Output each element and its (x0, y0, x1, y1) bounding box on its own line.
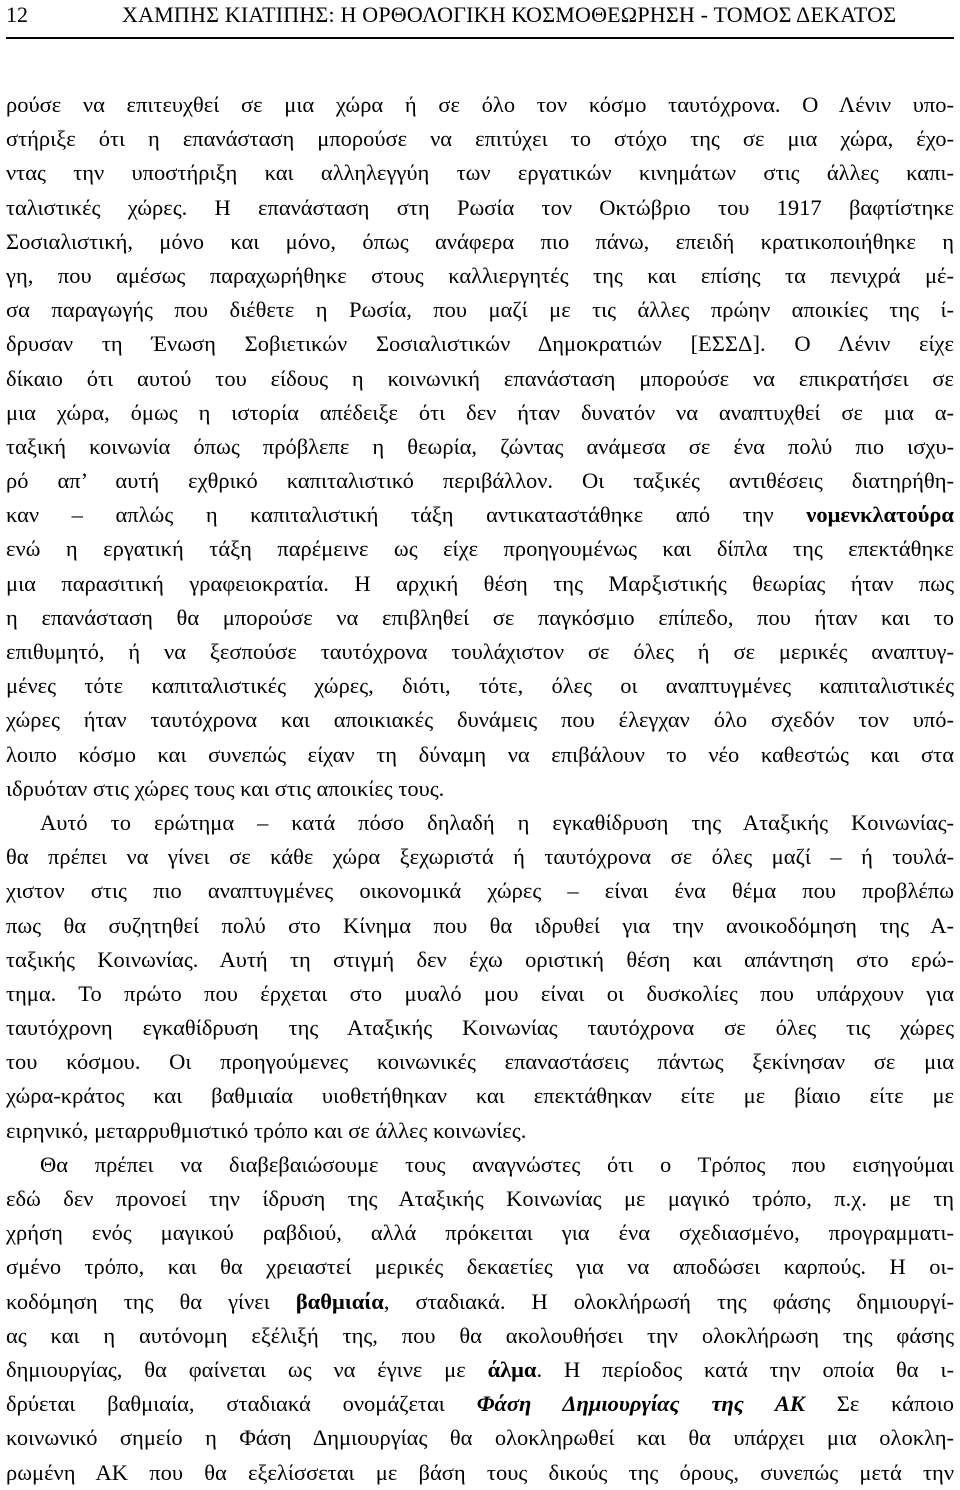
text-run: κοδόμηση της θα γίνει (6, 1288, 296, 1314)
text-run: μια παρασιτική γραφειοκρατία. Η αρχική θέση της Μαρξιστικής θεωρίας ήταν πως (6, 570, 954, 596)
text-line (6, 1285, 954, 1319)
text-run: τημα. Το πρώτο που έρχεται στο μυαλό μου είναι οι δυσκολίες που υπάρχουν για (6, 980, 954, 1006)
text-line (6, 977, 954, 1011)
text-run: χώρες ήταν ταυτόχρονα και αποικιακές δυνάμεις που έλεγχαν όλο σχεδόν τον υπό- (6, 707, 954, 733)
text-run: ρούσε να επιτευχθεί σε μια χώρα ή σε όλο τον κόσμο ταυτόχρονα. Ο Λένιν υπο- (6, 92, 954, 117)
text-line (6, 225, 954, 259)
text-line (6, 1011, 954, 1045)
bold-term: βαθμιαία (295, 1288, 384, 1314)
text-run: καν – απλώς η καπιταλιστική τάξη αντικαταστάθηκε από την (6, 502, 807, 528)
text-line (6, 1045, 954, 1079)
text-run: δρύεται βαθμιαία, σταδιακά ονομάζεται (6, 1391, 477, 1417)
body-text (6, 88, 954, 1490)
text-run: ταξική κοινωνία όπως πρόβλεπε η θεωρία, ζώντας ανάμεσα σε ένα πολύ πιο ισχυ- (6, 433, 954, 459)
text-run: λοιπο κόσμο και συνεπώς είχαν τη δύναμη να επιβάλουν το νέο καθεστώς και στα (6, 741, 954, 767)
text-run: δίκαιο ότι αυτού του είδους η κοινωνική επανάσταση μπορούσε να επικρατήσει σε (6, 365, 954, 391)
text-line (6, 909, 954, 943)
text-line (6, 1216, 954, 1250)
text-line (6, 806, 954, 840)
text-line (6, 191, 954, 225)
text-run: πως θα συζητηθεί πολύ στο Κίνημα που θα ιδρυθεί για την ανοικοδόμηση της Α- (6, 912, 954, 938)
text-run: κοινωνικό σημείο η Φάση Δημιουργίας θα ολοκληρωθεί και θα υπάρχει μια ολοκλη- (6, 1425, 954, 1451)
running-header (6, 0, 954, 30)
text-line (6, 567, 954, 601)
text-line (6, 772, 954, 806)
text-run: μια χώρα, όμως η ιστορία απέδειξε ότι δεν ήταν δυνατόν να αναπτυχθεί σε μια α- (6, 399, 954, 425)
text-run: ταλιστικές χώρες. Η επανάσταση στη Ρωσία τον Οκτώβριο του 1917 βαφτίστηκε (6, 194, 954, 220)
text-line (6, 601, 954, 635)
text-run: ταξικής Κοινωνίας. Αυτή τη στιγμή δεν έχω οριστική θέση και απάντηση στο ερώ- (6, 946, 954, 972)
text-line (6, 1182, 954, 1216)
text-line (6, 293, 954, 327)
running-header-title: ΧΑΜΠΗΣ ΚΙΑΤΙΠΗΣ: Η ΟΡΘΟΛΟΓΙΚΗ ΚΟΣΜΟΘΕΩΡΗΣΗ - ΤΟΜΟΣ ΔΕΚΑΤΟΣ (122, 2, 897, 27)
text-run: εδώ δεν προνοεί την ίδρυση της Αταξικής Κοινωνίας με μαγικό τρόπο, π.χ. με τη (6, 1186, 954, 1211)
text-line (6, 1319, 954, 1353)
text-run: ιδρυόταν στις χώρες τους και στις αποικίες τους. (6, 775, 445, 801)
text-run: γη, που αμέσως παραχωρήθηκε στους καλλιεργητές της και επίσης τα πενιχρά μέ- (6, 262, 954, 288)
text-line (6, 840, 954, 874)
paragraph (6, 806, 954, 1148)
text-line (6, 669, 954, 703)
text-run: μένες τότε καπιταλιστικές χώρες, διότι, τότε, όλες οι αναπτυγμένες καπιταλιστικές (6, 673, 954, 699)
text-line (6, 943, 954, 977)
text-line (6, 532, 954, 566)
text-run: ρό απ’ αυτή εχθρικό καπιταλιστικό περιβάλλον. Οι ταξικές αντιθέσεις διατηρήθη- (6, 468, 954, 494)
text-line (6, 1250, 954, 1284)
text-run: χιστον στις πιο αναπτυγμένες οικονομικά χώρες – είναι ένα θέμα που προβλέπω (6, 878, 954, 904)
text-line (6, 464, 954, 498)
bold-italic-term: Φάση Δημιουργίας της ΑΚ (476, 1391, 805, 1417)
text-run: χώρα-κράτος και βαθμιαία υιοθετήθηκαν και επεκτάθηκαν είτε με βίαιο είτε με (6, 1083, 954, 1109)
text-run: Σε κάποιο (804, 1391, 954, 1417)
text-line (6, 1148, 954, 1182)
text-run: ντας την υποστήριξη και αλληλεγγύη των εργατικών κινημάτων στις άλλες καπι- (6, 160, 954, 186)
text-run: δημιουργίας, θα φαίνεται ως να έγινε με (6, 1356, 488, 1382)
text-line (6, 88, 954, 122)
text-line (6, 1456, 954, 1490)
text-line (6, 122, 954, 156)
text-line (6, 1114, 954, 1148)
text-run: σμένο τρόπο, και θα χρειαστεί μερικές δεκαετίες για να αποδώσει καρπούς. Η οι- (6, 1254, 954, 1280)
text-line (6, 430, 954, 464)
text-line (6, 1353, 954, 1387)
text-run: Σοσιαλιστική, μόνο και μόνο, όπως ανάφερα πιο πάνω, επειδή κρατικοποιήθηκε η (6, 228, 954, 254)
text-run: , σταδιακά. Η ολοκλήρωσή της φάσης δημιουργί- (383, 1288, 954, 1314)
text-run: ενώ η εργατική τάξη παρέμεινε ως είχε προηγουμένως και δίπλα της επεκτάθηκε (6, 536, 954, 562)
text-run: Αυτό το ερώτημα – κατά πόσο δηλαδή η εγκαθίδρυση της Αταξικής Κοινωνίας- (40, 809, 954, 835)
paragraph (6, 1148, 954, 1490)
bold-term: νομενκλατούρα (806, 502, 954, 528)
text-line (6, 874, 954, 908)
text-run: η επανάσταση θα μπορούσε να επιβληθεί σε παγκόσμιο επίπεδο, που ήταν και το (6, 604, 954, 630)
text-line (6, 1387, 954, 1421)
text-line (6, 738, 954, 772)
text-run: Θα πρέπει να διαβεβαιώσουμε τους αναγνώστες ότι ο Τρόπος που εισηγούμαι (40, 1151, 954, 1177)
text-line (6, 259, 954, 293)
text-line (6, 396, 954, 430)
text-run: . Η περίοδος κατά την οποία θα ι- (536, 1356, 954, 1382)
text-run: δρυσαν τη Ένωση Σοβιετικών Σοσιαλιστικών Δημοκρατιών [ΕΣΣΔ]. Ο Λένιν είχε (6, 331, 954, 357)
text-run: χρήση ενός μαγικού ραβδιού, αλλά πρόκειται για ένα σχεδιασμένο, προγραμματι- (6, 1220, 954, 1246)
text-run: ειρηνικό, μεταρρυθμιστικό τρόπο και σε άλλες κοινωνίες. (6, 1117, 527, 1143)
text-line (6, 327, 954, 361)
text-line (6, 1421, 954, 1455)
text-line (6, 703, 954, 737)
page-number: 12 (6, 2, 28, 27)
header-divider (6, 37, 954, 39)
text-run: στήριξε ότι η επανάσταση μπορούσε να επιτύχει το στόχο της σε μια χώρα, έχο- (6, 126, 954, 152)
text-line (6, 362, 954, 396)
text-run: του κόσμου. Οι προηγούμενες κοινωνικές επαναστάσεις πάντως ξεκίνησαν σε μια (6, 1049, 954, 1075)
text-line (6, 498, 954, 532)
text-line (6, 635, 954, 669)
text-run: σα παραγωγής που διέθετε η Ρωσία, που μαζί με τις άλλες πρώην αποικίες της ί- (6, 297, 954, 323)
text-run: ταυτόχρονη εγκαθίδρυση της Αταξικής Κοινωνίας ταυτόχρονα σε όλες τις χώρες (6, 1015, 954, 1041)
text-line (6, 1079, 954, 1113)
text-run: θα πρέπει να γίνει σε κάθε χώρα ξεχωριστά ή ταυτόχρονα σε όλες μαζί – ή τουλά- (6, 844, 954, 870)
text-line (6, 156, 954, 190)
text-run: ρωμένη ΑΚ που θα εξελίσσεται με βάση τους δικούς της όρους, συνεπώς μετά την (6, 1459, 954, 1485)
text-run: επιθυμητό, ή να ξεσπούσε ταυτόχρονα τουλάχιστον σε όλες ή σε μερικές αναπτυγ- (6, 639, 954, 664)
paragraph (6, 88, 954, 806)
text-run: ας και η αυτόνομη εξέλιξή της, που θα ακολουθήσει την ολοκλήρωση της φάσης (6, 1322, 954, 1348)
bold-term: άλμα (487, 1356, 537, 1382)
